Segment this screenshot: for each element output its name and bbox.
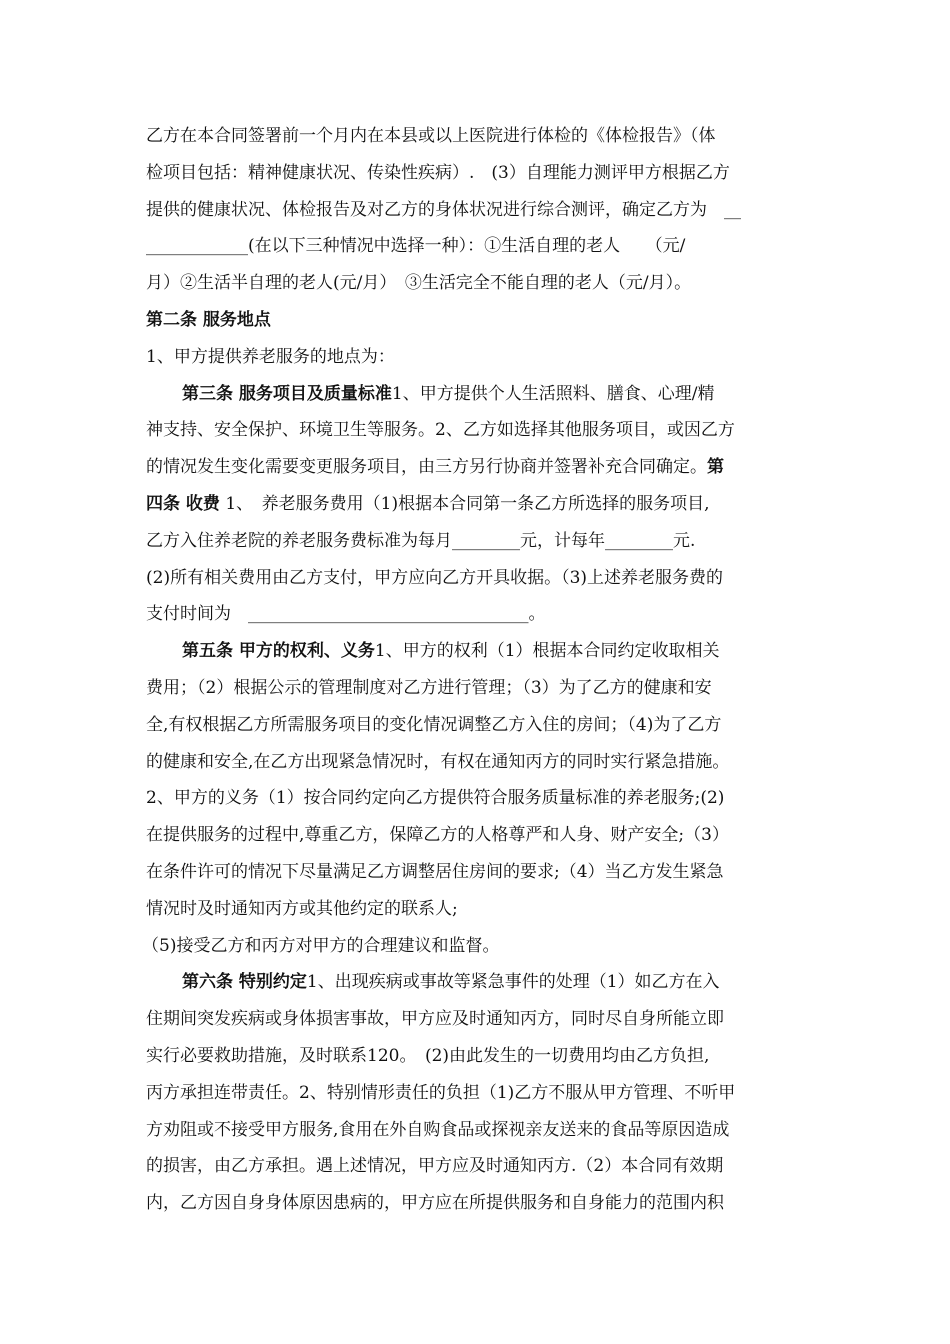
- line-text: 的损害，由乙方承担。遇上述情况，甲方应及时通知丙方.（2）本合同有效期: [146, 1156, 724, 1177]
- text-line: [146, 1148, 810, 1185]
- line-text: 1、甲方提供个人生活照料、膳食、心理/精: [391, 383, 715, 404]
- text-line: [146, 1001, 810, 1038]
- text-line: [146, 155, 810, 192]
- line-text: ____________(在以下三种情况中选择一种）：①生活自理的老人 （元/: [146, 236, 686, 257]
- line-text: 提供的健康状况、体检报告及对乙方的身体状况进行综合测评，确定乙方为 __: [146, 199, 741, 220]
- line-text: 方劝阻或不接受甲方服务,食用在外自购食品或探视亲友送来的食品等原因造成: [146, 1119, 730, 1140]
- text-line: [146, 192, 810, 229]
- text-line: [146, 817, 810, 854]
- text-line: [146, 486, 810, 523]
- text-line: [146, 707, 810, 744]
- line-text: 乙方在本合同签署前一个月内在本县或以上医院进行体检的《体检报告》（体: [146, 126, 716, 146]
- line-text: 支付时间为 _________________________________。: [146, 604, 546, 625]
- text-line: [146, 560, 810, 597]
- line-text: 的健康和安全,在乙方出现紧急情况时，有权在通知丙方的同时实行紧急措施。: [146, 751, 730, 772]
- text-line: [146, 118, 810, 155]
- section-heading: 第二条 服务地点: [146, 309, 271, 330]
- line-text: 丙方承担连带责任。2、特别情形责任的负担（1)乙方不服从甲方管理、不听甲: [146, 1082, 736, 1103]
- line-text: 费用；（2）根据公示的管理制度对乙方进行管理；（3）为了乙方的健康和安: [146, 677, 712, 698]
- line-text: 2、甲方的义务（1）按合同约定向乙方提供符合服务质量标准的养老服务;(2): [146, 788, 725, 809]
- text-line: [146, 854, 810, 891]
- text-line: [146, 1038, 810, 1075]
- line-text: 月）②生活半自理的老人(元/月） ③生活完全不能自理的老人（元/月）。: [146, 273, 692, 294]
- text-line: [146, 1075, 810, 1112]
- line-text: 检项目包括：精神健康状况、传染性疾病）. (3）自理能力测评甲方根据乙方: [146, 162, 730, 183]
- text-line: [146, 376, 810, 413]
- line-text: 1、 养老服务费用（1)根据本合同第一条乙方所选择的服务项目,: [219, 493, 710, 514]
- text-line: [146, 633, 810, 670]
- line-text: 内，乙方因自身身体原因患病的，甲方应在所提供服务和自身能力的范围内积: [146, 1193, 724, 1214]
- text-line: [146, 964, 810, 1001]
- section-heading: 四条 收费: [146, 493, 220, 514]
- line-text: 乙方入住养老院的养老服务费标准为每月________元，计每年________元.: [146, 530, 696, 551]
- text-line: [146, 891, 810, 928]
- section-heading: 第三条 服务项目及质量标准: [182, 383, 392, 404]
- text-line: [146, 302, 810, 339]
- line-text: (2)所有相关费用由乙方支付，甲方应向乙方开具收据。（3)上述养老服务费的: [146, 567, 724, 588]
- text-line: [146, 339, 810, 376]
- section-heading: 第六条 特别约定: [182, 972, 307, 993]
- line-text: 1、甲方提供养老服务的地点为：: [146, 346, 395, 367]
- line-text: 情况时及时通知丙方或其他约定的联系人;: [146, 898, 458, 919]
- text-line: [146, 523, 810, 560]
- text-line: [146, 596, 810, 633]
- text-line: [146, 670, 810, 707]
- line-text: 神支持、安全保护、环境卫生等服务。2、乙方如选择其他服务项目，或因乙方: [146, 420, 735, 441]
- section-heading: 第五条 甲方的权利、义务: [182, 641, 375, 662]
- text-line: [146, 228, 810, 265]
- text-line: [146, 1185, 810, 1222]
- contract-body: [142, 118, 810, 1222]
- section-heading: 第: [707, 457, 724, 478]
- line-text: 住期间突发疾病或身体损害事故，甲方应及时通知丙方，同时尽自身所能立即: [146, 1009, 724, 1030]
- line-text: 1、甲方的权利（1）根据本合同约定收取相关: [374, 641, 720, 662]
- line-text: 在提供服务的过程中,尊重乙方，保障乙方的人格尊严和人身、财产安全;（3）: [146, 825, 729, 846]
- text-line: [146, 412, 810, 449]
- text-line: [146, 449, 810, 486]
- text-line: [146, 265, 810, 302]
- text-line: [142, 928, 810, 965]
- line-text: 全,有权根据乙方所需服务项目的变化情况调整乙方入住的房间；（4)为了乙方: [146, 714, 722, 735]
- text-line: [146, 1112, 810, 1149]
- line-text: 1、出现疾病或事故等紧急事件的处理（1）如乙方在入: [306, 972, 720, 993]
- line-text: （5)接受乙方和丙方对甲方的合理建议和监督。: [142, 935, 500, 956]
- line-text: 实行必要救助措施，及时联系120。 (2)由此发生的一切费用均由乙方负担,: [146, 1045, 710, 1066]
- line-text: 在条件许可的情况下尽量满足乙方调整居住房间的要求;（4）当乙方发生紧急: [146, 861, 724, 882]
- line-text: 的情况发生变化需要变更服务项目，由三方另行协商并签署补充合同确定。: [146, 457, 707, 478]
- text-line: [146, 780, 810, 817]
- text-line: [146, 744, 810, 781]
